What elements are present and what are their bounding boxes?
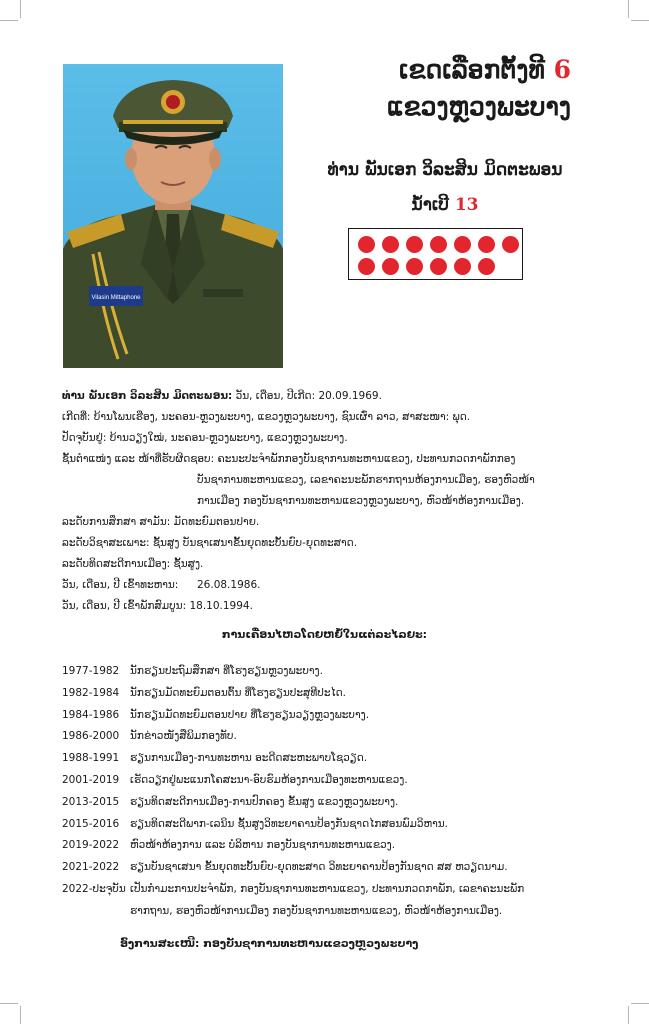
province-title: ແຂວງຫຼວງພະບາງ <box>387 92 571 121</box>
crop-mark <box>20 0 21 18</box>
timeline-text: ຮຽນທິດສະດີການເມືອງ-ການປົກຄອງ ຂັ້ນສູງ ແຂວງຫຼວງພະບາງ. <box>130 795 399 808</box>
bio-position-3: ການເມືອງ ກອງບັນຊາການທະຫານແຂວງຫຼວງພະບາງ, ຫົວໜ້າຫ້ອງການເມືອງ. <box>197 495 525 507</box>
timeline-years: 1988-1991 <box>62 752 120 765</box>
bio-position-2: ບັນຊາການທະຫານແຂວງ, ເລຂາຄະນະພັກຮາກຖານຫ້ອງການເມືອງ, ຮອງຫົວໜ້າ <box>197 474 535 486</box>
ballot-dot <box>406 236 423 253</box>
ballot-dot-box <box>348 228 523 280</box>
ballot-dot <box>358 258 375 275</box>
candidate-name: ທ່ານ ພັນເອກ ວິລະສິນ ມິດຕະພອນ <box>327 160 563 180</box>
bio-party-join <box>62 596 607 617</box>
timeline-years: 1977-1982 <box>62 665 120 677</box>
ballot-dot <box>430 258 447 275</box>
timeline-text: ຮຽນບັນຊາເສນາ ຂັ້ນຍຸດທະບັ້ນຍົບ-ຍຸດທະສາດ ວິທະຍາຄານປ້ອງກັນຊາດ ສສ ຫວຽດນາມ. <box>130 861 508 874</box>
timeline-text: ນັກຮຽນປະຖົມສຶກສາ ທີ່ໂຮງຮຽນຫຼວງພະບາງ. <box>130 665 323 677</box>
bio-specialized-education: ລະດັບວິຊາສະເພາະ: ຊັ້ນສູງ ບັນຊາເສນາຂັ້ນຍຸດທະບັ້ນຍົບ-ຍຸດທະສາດ. <box>62 537 358 549</box>
ballot-dot <box>502 236 519 253</box>
ballot-number: 13 <box>454 195 479 215</box>
district-title <box>399 55 571 84</box>
bio-birth-date: ວັນ, ເດືອນ, ປີເກີດ: 20.09.1969. <box>232 390 382 402</box>
bio-birthplace: ເກີດທີ່: ບ້ານໂພນເຮືອງ, ນະຄອນ-ຫຼວງພະບາງ, ແຂວງຫຼວງພະບາງ, ຊົນເຜົ່າ ລາວ, ສາສະໜາ: ພຸດ. <box>62 411 471 423</box>
timeline-years: 2021-2022 <box>62 861 120 874</box>
bio-position-1: ຊັ້ນຕຳແໜ່ງ ແລະ ໜ້າທີ່ຮັບຜິດຊອບ: ຄະນະປະຈຳພັກກອງບັນຊາການທະຫານແຂວງ, ປະທານກວດກາພັກກອງ <box>62 453 516 465</box>
party-join-label: ວັນ, ເດືອນ, ປີ ເຂົ້າພັກສົມບູນ: <box>62 600 187 612</box>
army-join-date: 26.08.1986. <box>197 579 261 591</box>
ballot-dot <box>382 236 399 253</box>
timeline-row <box>62 705 607 727</box>
timeline-row <box>62 835 607 857</box>
crop-mark <box>631 1003 649 1004</box>
ballot-dot <box>478 258 495 275</box>
ballot-dot <box>454 258 471 275</box>
ballot-label: ນໍ້າເບີ <box>411 195 449 215</box>
timeline-years: 2013-2015 <box>62 795 120 808</box>
timeline-row <box>62 726 607 748</box>
crop-mark <box>20 1006 21 1024</box>
timeline-row <box>62 683 607 705</box>
timeline-text: ຮຽນການເມືອງ-ການທະຫານ ອະດີດສະຫະພາບໂຊວຽດ. <box>130 752 368 765</box>
candidate-photo <box>63 64 283 368</box>
crop-mark <box>628 0 629 18</box>
timeline-row <box>62 814 607 836</box>
crop-mark <box>628 1006 629 1024</box>
timeline-text: ຮຽນທິດສະດີພາກ-ເລນິນ ຊັ້ນສູງວິທະຍາຄານປ້ອງກັນຊາດໄກສອນພົມວິຫານ. <box>130 817 448 830</box>
ballot-number-line <box>290 195 600 215</box>
candidate-portrait <box>63 64 283 368</box>
timeline-row <box>62 857 607 879</box>
career-timeline <box>62 661 607 923</box>
timeline-row <box>62 661 607 683</box>
bio-residence: ປັດຈຸບັນຢູ່: ບ້ານວຽງໃໝ່, ນະຄອນ-ຫຼວງພະບາງ, ແຂວງຫຼວງພະບາງ. <box>62 432 348 444</box>
biography <box>62 386 607 617</box>
district-number: 6 <box>553 55 571 84</box>
timeline-row <box>62 748 607 770</box>
party-join-date: 18.10.1994. <box>189 600 253 612</box>
timeline-text: ນັກຂ່າວໜັງສືພິມກອງທັບ. <box>130 730 237 743</box>
timeline-years: 2015-2016 <box>62 817 120 830</box>
timeline-years: 2019-2022 <box>62 839 120 852</box>
ballot-dot <box>358 236 375 253</box>
timeline-years: 2001-2019 <box>62 773 120 786</box>
bio-general-education: ລະດັບການສຶກສາ ສາມັນ: ມັດທະຍົມຕອນປາຍ. <box>62 516 260 528</box>
bio-theory-education: ລະດັບທິດສະດີການເມືອງ: ຊັ້ນສູງ. <box>62 558 204 570</box>
timeline-text: ຫົວໜ້າຫ້ອງການ ແລະ ບໍລິຫານ ກອງບັນຊາການທະຫານແຂວງ. <box>130 839 396 852</box>
name-tag-text: Vilasin Mittaphone <box>91 295 141 301</box>
ballot-dot <box>478 236 495 253</box>
bio-name: ທ່ານ ພັນເອກ ວິລະສິນ ມິດຕະພອນ: <box>62 390 233 402</box>
crop-mark <box>0 1003 18 1004</box>
ballot-dot <box>382 258 399 275</box>
timeline-row <box>62 770 607 792</box>
district-label: ເຂດເລືອກຕັ້ງທີ <box>399 55 545 84</box>
career-section-title: ການເຄື່ອນໄຫວໂດຍຫຍໍ້ໃນແຕ່ລະໄລຍະ: <box>221 628 428 641</box>
timeline-text-continued: ຮາກຖານ, ຮອງຫົວໜ້າການເມືອງ ກອງບັນຊາການທະຫານແຂວງ, ຫົວໜ້າຫ້ອງການເມືອງ. <box>130 904 503 917</box>
timeline-text: ນັກຮຽນມັດທະຍົມຕອນປາຍ ທີ່ໂຮງຮຽນວຽງຫຼວງພະບາງ. <box>130 708 370 721</box>
timeline-years: 1986-2000 <box>62 730 120 743</box>
bio-army-join <box>62 575 607 596</box>
army-join-label: ວັນ, ເດືອນ, ປີ ເຂົ້າທະຫານ: <box>62 579 179 591</box>
timeline-text: ເປັນກຳມະການປະຈຳພັກ, ກອງບັນຊາການທະຫານແຂວງ, ປະທານກວດກາພັກ, ເລຂາຄະນະພັກ <box>130 882 525 895</box>
crop-mark <box>631 20 649 21</box>
timeline-years: 2022-ປະຈຸບັນ <box>62 882 126 895</box>
crop-mark <box>0 20 18 21</box>
timeline-years: 1984-1986 <box>62 708 120 721</box>
timeline-row <box>62 879 607 901</box>
ballot-dot <box>430 236 447 253</box>
timeline-text: ນັກຮຽນມັດທະຍົມຕອນຕົ້ນ ທີ່ໂຮງຮຽນປະສຸທີປະໄດ. <box>130 686 347 699</box>
bio-birth <box>62 386 607 407</box>
ballot-dot <box>454 236 471 253</box>
ballot-dot <box>406 258 423 275</box>
proposing-organization: ອົງການສະເໜີ: ກອງບັນຊາການທະຫານແຂວງຫຼວງພະບາງ <box>120 937 419 950</box>
timeline-row <box>62 792 607 814</box>
timeline-years: 1982-1984 <box>62 686 120 699</box>
timeline-text: ເຮັດວຽກຢູ່ພະແນກໂຄສະນາ-ອົບຮົມຫ້ອງການເມືອງທະຫານແຂວງ. <box>130 773 408 786</box>
